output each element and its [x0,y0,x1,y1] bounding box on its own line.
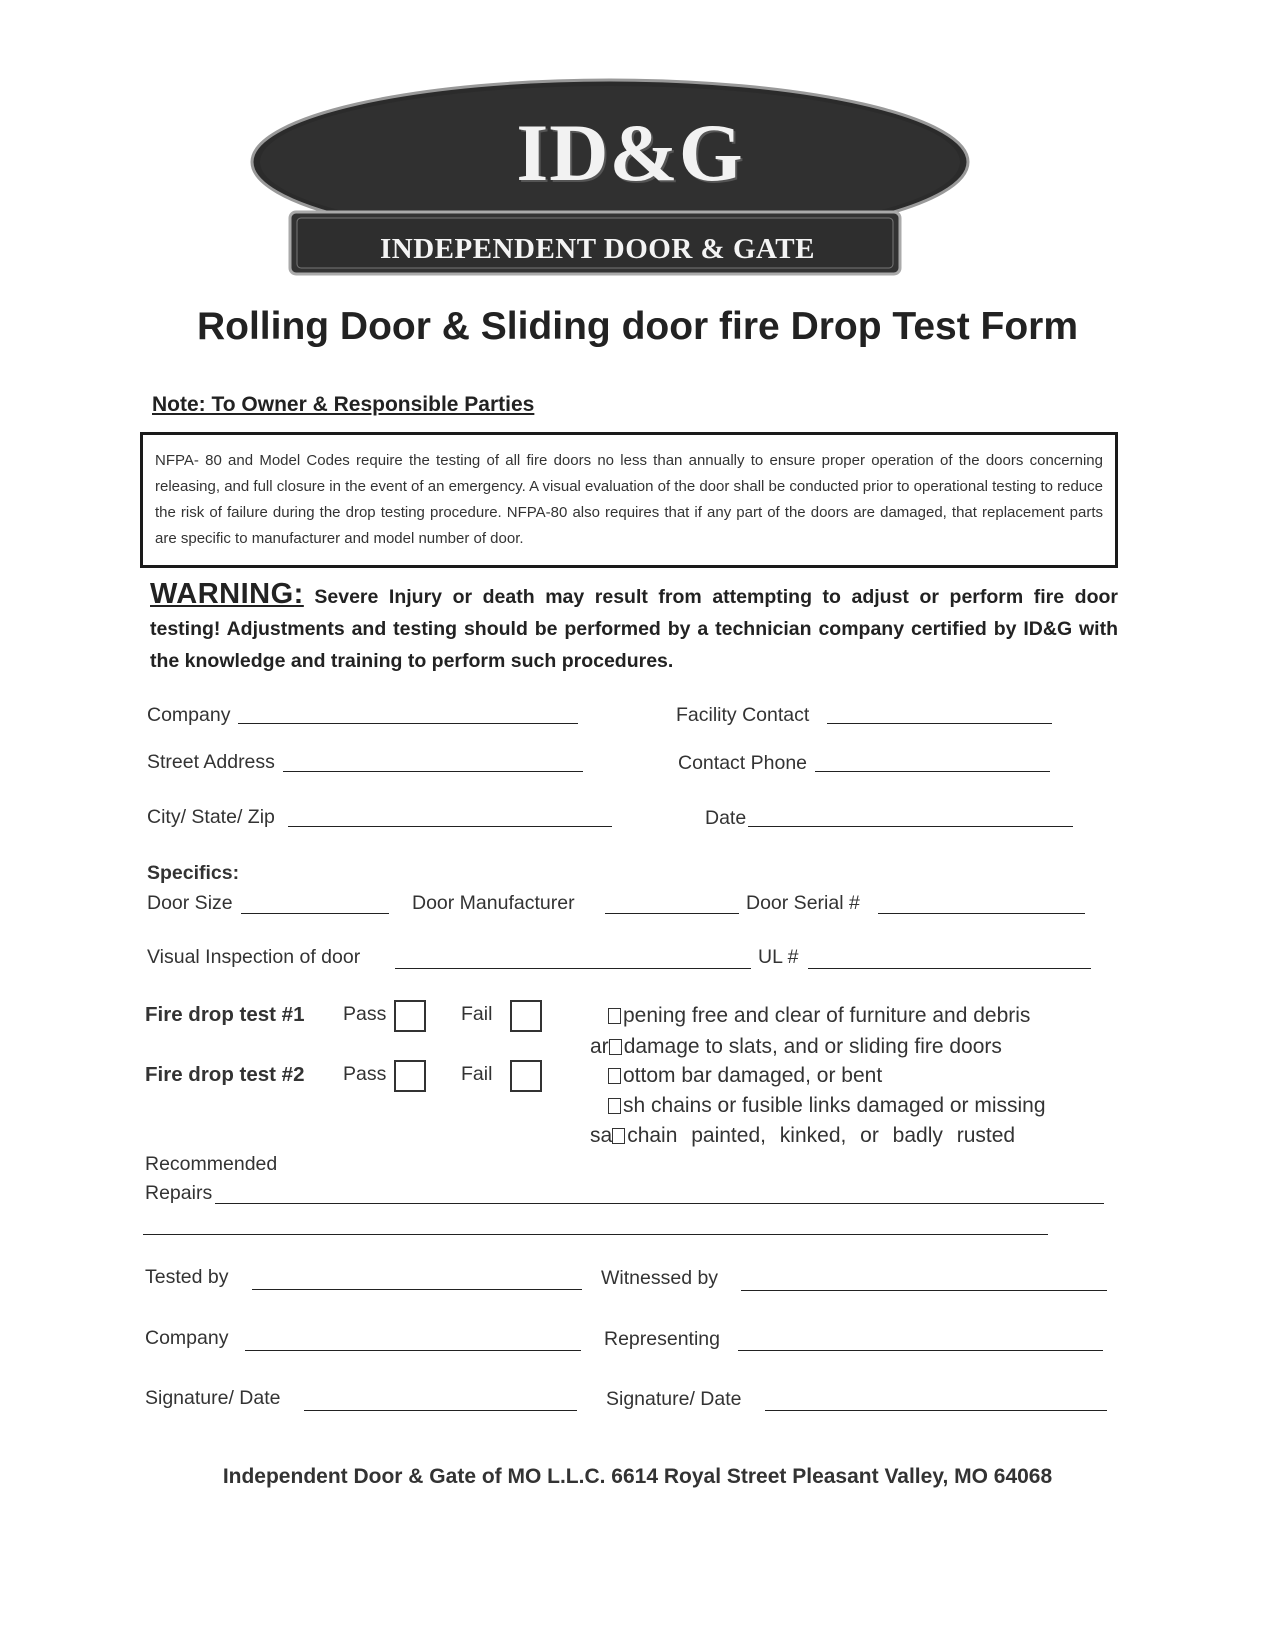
footer-address: Independent Door & Gate of MO L.L.C. 6614 Royal Street Pleasant Valley, MO 64068 [222,1465,1053,1488]
signoff-company-label: Company [145,1327,229,1349]
note-heading: Note: To Owner & Responsible Parties [152,393,535,416]
facility-contact-field[interactable] [827,723,1052,724]
specifics-heading: Specifics: [147,862,240,884]
warning-text: Severe Injury or death may result from attempting to adjust or perform fire door testing! Adjustments and testing should be performed by a technician company certified by ID&G with the knowledge and training to perform such procedures. [150,586,1118,672]
company-field[interactable] [238,723,578,724]
checklist-item-text: chain painted, kinked, or badly rusted [627,1124,1016,1147]
recommended-label: Recommended [145,1153,278,1175]
logo-main-text: ID&G [516,107,744,198]
tested-by-field[interactable] [252,1289,582,1290]
representing-label: Representing [604,1328,720,1350]
test-1-pass-checkbox[interactable] [394,1000,426,1032]
checklist-item-text: sh chains or fusible links damaged or missing [623,1094,1046,1117]
checklist-item [608,1004,1030,1028]
contact-phone-field[interactable] [815,771,1050,772]
test-2-fail-checkbox[interactable] [510,1060,542,1092]
checklist-item-text: pening free and clear of furniture and debris [623,1004,1031,1027]
repairs-field-line-1[interactable] [215,1203,1104,1204]
street-address-label: Street Address [147,751,275,773]
test-1-fail-label: Fail [461,1003,493,1025]
test-1-pass-label: Pass [343,1003,387,1025]
contact-phone-label: Contact Phone [678,752,808,774]
checklist-item-prefix: sa [590,1124,613,1147]
checklist-item [608,1094,1046,1118]
checklist-checkbox[interactable] [608,1008,621,1024]
note-body: NFPA- 80 and Model Codes require the testing of all fire doors no less than annually to ensure proper operation of the doors concerning releasing, and full closure in the event of an emergency. A visual evaluation of the door shall be conducted prior to operational testing to reduce the risk of failure during the drop testing procedure. NFPA-80 also requires that if any part of the doors are damaged, that replacement parts are specific to manufacturer and model number of door. [155,452,1103,547]
checklist-checkbox[interactable] [608,1098,621,1114]
date-field[interactable] [748,826,1073,827]
repairs-label: Repairs [145,1182,213,1204]
representing-field[interactable] [738,1350,1103,1351]
signature-date-left-field[interactable] [304,1410,577,1411]
repairs-field-line-2[interactable] [143,1234,1048,1235]
checklist-checkbox[interactable] [608,1068,621,1084]
city-state-zip-field[interactable] [288,826,612,827]
note-box [140,432,1118,568]
door-serial-label: Door Serial # [746,892,860,914]
warning-label: WARNING: [150,578,304,610]
door-size-field[interactable] [241,913,389,914]
door-manufacturer-label: Door Manufacturer [412,892,575,914]
signature-date-right-field[interactable] [765,1410,1107,1411]
date-label: Date [705,807,747,829]
checklist-checkbox[interactable] [609,1039,622,1055]
warning-block [150,578,1118,677]
checklist-item-prefix: ar [590,1035,609,1058]
witnessed-by-label: Witnessed by [601,1267,719,1289]
door-size-label: Door Size [147,892,233,914]
facility-contact-label: Facility Contact [676,704,810,726]
door-serial-field[interactable] [878,913,1085,914]
checklist-item [590,1035,1002,1059]
logo-sub-text: INDEPENDENT DOOR & GATE [379,233,815,265]
ul-field[interactable] [808,968,1091,969]
signature-date-left-label: Signature/ Date [145,1387,281,1409]
street-address-field[interactable] [283,771,583,772]
checklist-checkbox[interactable] [612,1128,625,1144]
ul-label: UL # [758,946,799,968]
visual-inspection-field[interactable] [395,968,751,969]
city-state-zip-label: City/ State/ Zip [147,806,275,828]
test-1-fail-checkbox[interactable] [510,1000,542,1032]
test-2-fail-label: Fail [461,1063,493,1085]
form-title: Rolling Door & Sliding door fire Drop Test Form [196,305,1079,348]
tested-by-label: Tested by [145,1266,229,1288]
visual-inspection-label: Visual Inspection of door [147,946,361,968]
signature-date-right-label: Signature/ Date [606,1388,742,1410]
company-label: Company [147,704,231,726]
test-2-pass-checkbox[interactable] [394,1060,426,1092]
door-manufacturer-field[interactable] [605,913,739,914]
checklist-item-text: damage to slats, and or sliding fire doors [623,1035,1002,1058]
fire-drop-test-2-label: Fire drop test #2 [145,1063,305,1086]
checklist-item-text: ottom bar damaged, or bent [623,1064,883,1087]
checklist-item [590,1124,1015,1148]
fire-drop-test-1-label: Fire drop test #1 [145,1003,305,1026]
checklist-item [608,1064,882,1088]
witnessed-by-field[interactable] [741,1290,1107,1291]
test-2-pass-label: Pass [343,1063,387,1085]
signoff-company-field[interactable] [245,1350,581,1351]
